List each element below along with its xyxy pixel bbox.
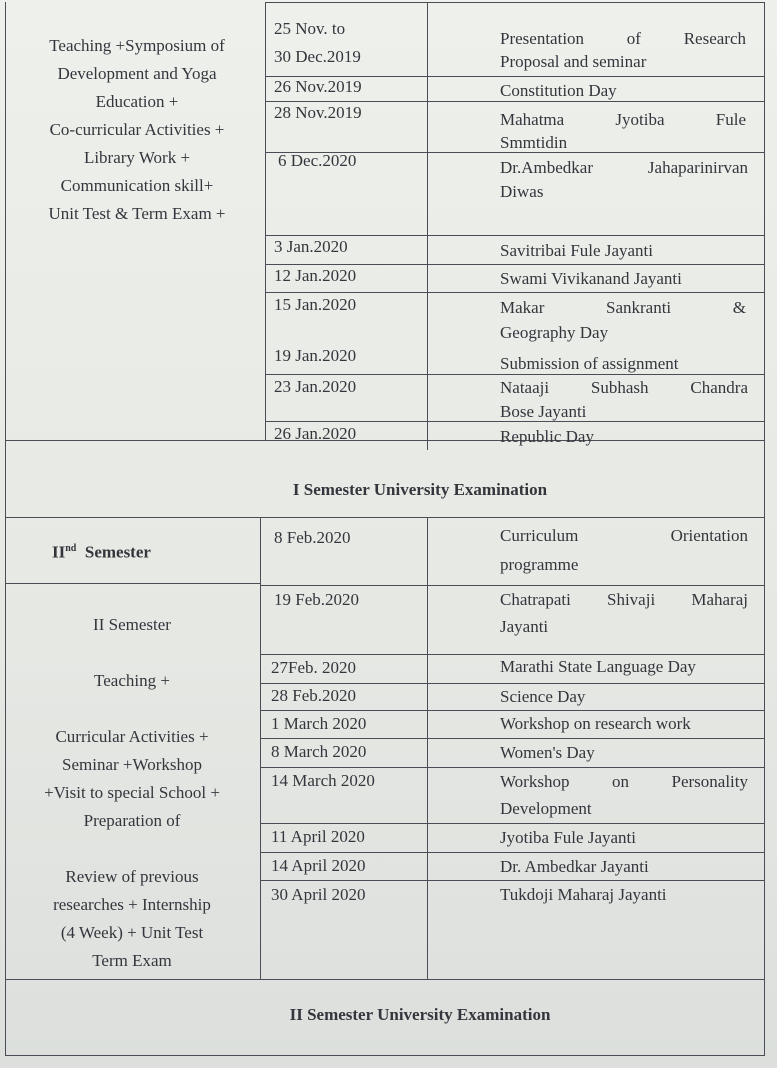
event-cell: Workshop on Personality: [500, 772, 748, 791]
event-cell: Constitution Day: [500, 81, 617, 100]
activity-line: Library Work +: [83, 148, 191, 167]
activity-line: researches + Internship: [53, 895, 211, 914]
activity-line: II Semester: [93, 615, 171, 634]
row-line: [260, 852, 765, 853]
sem1-exam-heading: I Semester University Examination: [292, 480, 548, 499]
event-cell: Geography Day: [500, 323, 609, 342]
event-cell: Dr. Ambedkar Jayanti: [500, 857, 649, 876]
date-cell: 1 March 2020: [271, 714, 367, 733]
activity-line: Development and Yoga: [57, 64, 217, 83]
event-cell: Makar Sankranti &: [500, 298, 746, 317]
event-cell: Chatrapati Shivaji Maharaj: [500, 590, 748, 609]
row-line: [260, 880, 765, 881]
event-cell: programme: [500, 555, 579, 574]
date-cell: 28 Feb.2020: [271, 686, 356, 705]
event-cell: Bose Jayanti: [500, 402, 587, 421]
event-cell: Nataaji Subhash Chandra: [500, 378, 748, 397]
date-cell: 8 March 2020: [271, 742, 367, 761]
activity-line: Co-curricular Activities +: [49, 120, 225, 139]
event-cell: Proposal and seminar: [500, 52, 647, 71]
date-cell: 14 April 2020: [271, 856, 366, 875]
event-cell: Marathi State Language Day: [500, 657, 696, 676]
activity-line: Unit Test & Term Exam +: [48, 204, 226, 223]
date-cell: 6 Dec.2020: [278, 151, 357, 170]
date-cell: 26 Jan.2020: [274, 424, 357, 443]
row-line: [5, 583, 260, 584]
event-cell: Swami Vivikanand Jayanti: [500, 269, 682, 288]
event-cell: Diwas: [500, 182, 544, 201]
date-cell: 15 Jan.2020: [274, 295, 357, 314]
date-cell: 3 Jan.2020: [274, 237, 348, 256]
event-cell: Curriculum Orientation: [500, 526, 748, 545]
event-cell: Jayanti: [500, 617, 549, 636]
activity-line: Teaching +Symposium of: [49, 36, 225, 55]
event-cell: Savitribai Fule Jayanti: [500, 241, 653, 260]
activity-line: Preparation of: [83, 811, 181, 830]
event-cell: Science Day: [500, 687, 586, 706]
sem2-header-word: Semester: [84, 542, 151, 562]
sem2-header: [52, 538, 151, 564]
activity-line: (4 Week) + Unit Test: [60, 923, 204, 942]
event-cell: Smmtidin: [500, 133, 568, 152]
date-cell: 8 Feb.2020: [274, 528, 351, 547]
activity-line: Communication skill+: [60, 176, 214, 195]
row-line: [265, 2, 765, 3]
event-cell: Women's Day: [500, 743, 595, 762]
activity-line: +Visit to special School +: [44, 783, 220, 802]
date-cell: 11 April 2020: [271, 827, 365, 846]
column-divider-activity-2: [260, 517, 261, 979]
date-cell: 19 Jan.2020: [274, 346, 357, 365]
activity-line: Education +: [95, 92, 179, 111]
event-cell: Workshop on research work: [500, 714, 691, 733]
date-cell: 12 Jan.2020: [274, 266, 357, 285]
date-cell: 19 Feb.2020: [274, 590, 359, 609]
date-cell: 14 March 2020: [271, 771, 375, 790]
date-cell: 30 Dec.2019: [274, 47, 361, 66]
date-cell: 26 Nov.2019: [274, 77, 362, 96]
column-divider-date: [427, 2, 428, 450]
date-cell: 28 Nov.2019: [274, 103, 362, 122]
event-cell: Republic Day: [500, 427, 594, 446]
date-cell: 27Feb. 2020: [271, 658, 356, 677]
date-cell: 30 April 2020: [271, 885, 366, 904]
event-cell: Dr.Ambedkar Jahaparinirvan: [500, 158, 748, 177]
event-cell: Jyotiba Fule Jayanti: [500, 828, 636, 847]
sem2-header-sup: nd: [65, 543, 77, 554]
row-line: [260, 823, 765, 824]
section-line: [5, 979, 765, 980]
row-line: [260, 585, 765, 586]
row-line: [260, 767, 765, 768]
date-cell: 25 Nov. to: [274, 19, 346, 38]
sem2-activities: [12, 611, 252, 975]
event-cell: Presentation of Research: [500, 29, 746, 48]
event-cell: Tukdoji Maharaj Jayanti: [500, 885, 667, 904]
activity-line: Curricular Activities +: [55, 727, 209, 746]
event-cell: Submission of assignment: [500, 354, 679, 373]
event-cell: Development: [500, 799, 592, 818]
sem2-exam-heading: II Semester University Examination: [289, 1005, 551, 1024]
section-line: [5, 517, 765, 518]
activity-line: Seminar +Workshop: [62, 755, 202, 774]
sem2-header-number: II: [52, 542, 66, 562]
event-cell: Mahatma Jyotiba Fule: [500, 110, 746, 129]
date-cell: 23 Jan.2020: [274, 377, 357, 396]
column-divider-date-2: [427, 517, 428, 979]
activity-line: Review of previous: [65, 867, 199, 886]
sem1-activities: [12, 32, 262, 228]
activity-line: Term Exam: [92, 951, 172, 970]
row-line: [260, 738, 765, 739]
activity-line: Teaching +: [94, 671, 170, 690]
